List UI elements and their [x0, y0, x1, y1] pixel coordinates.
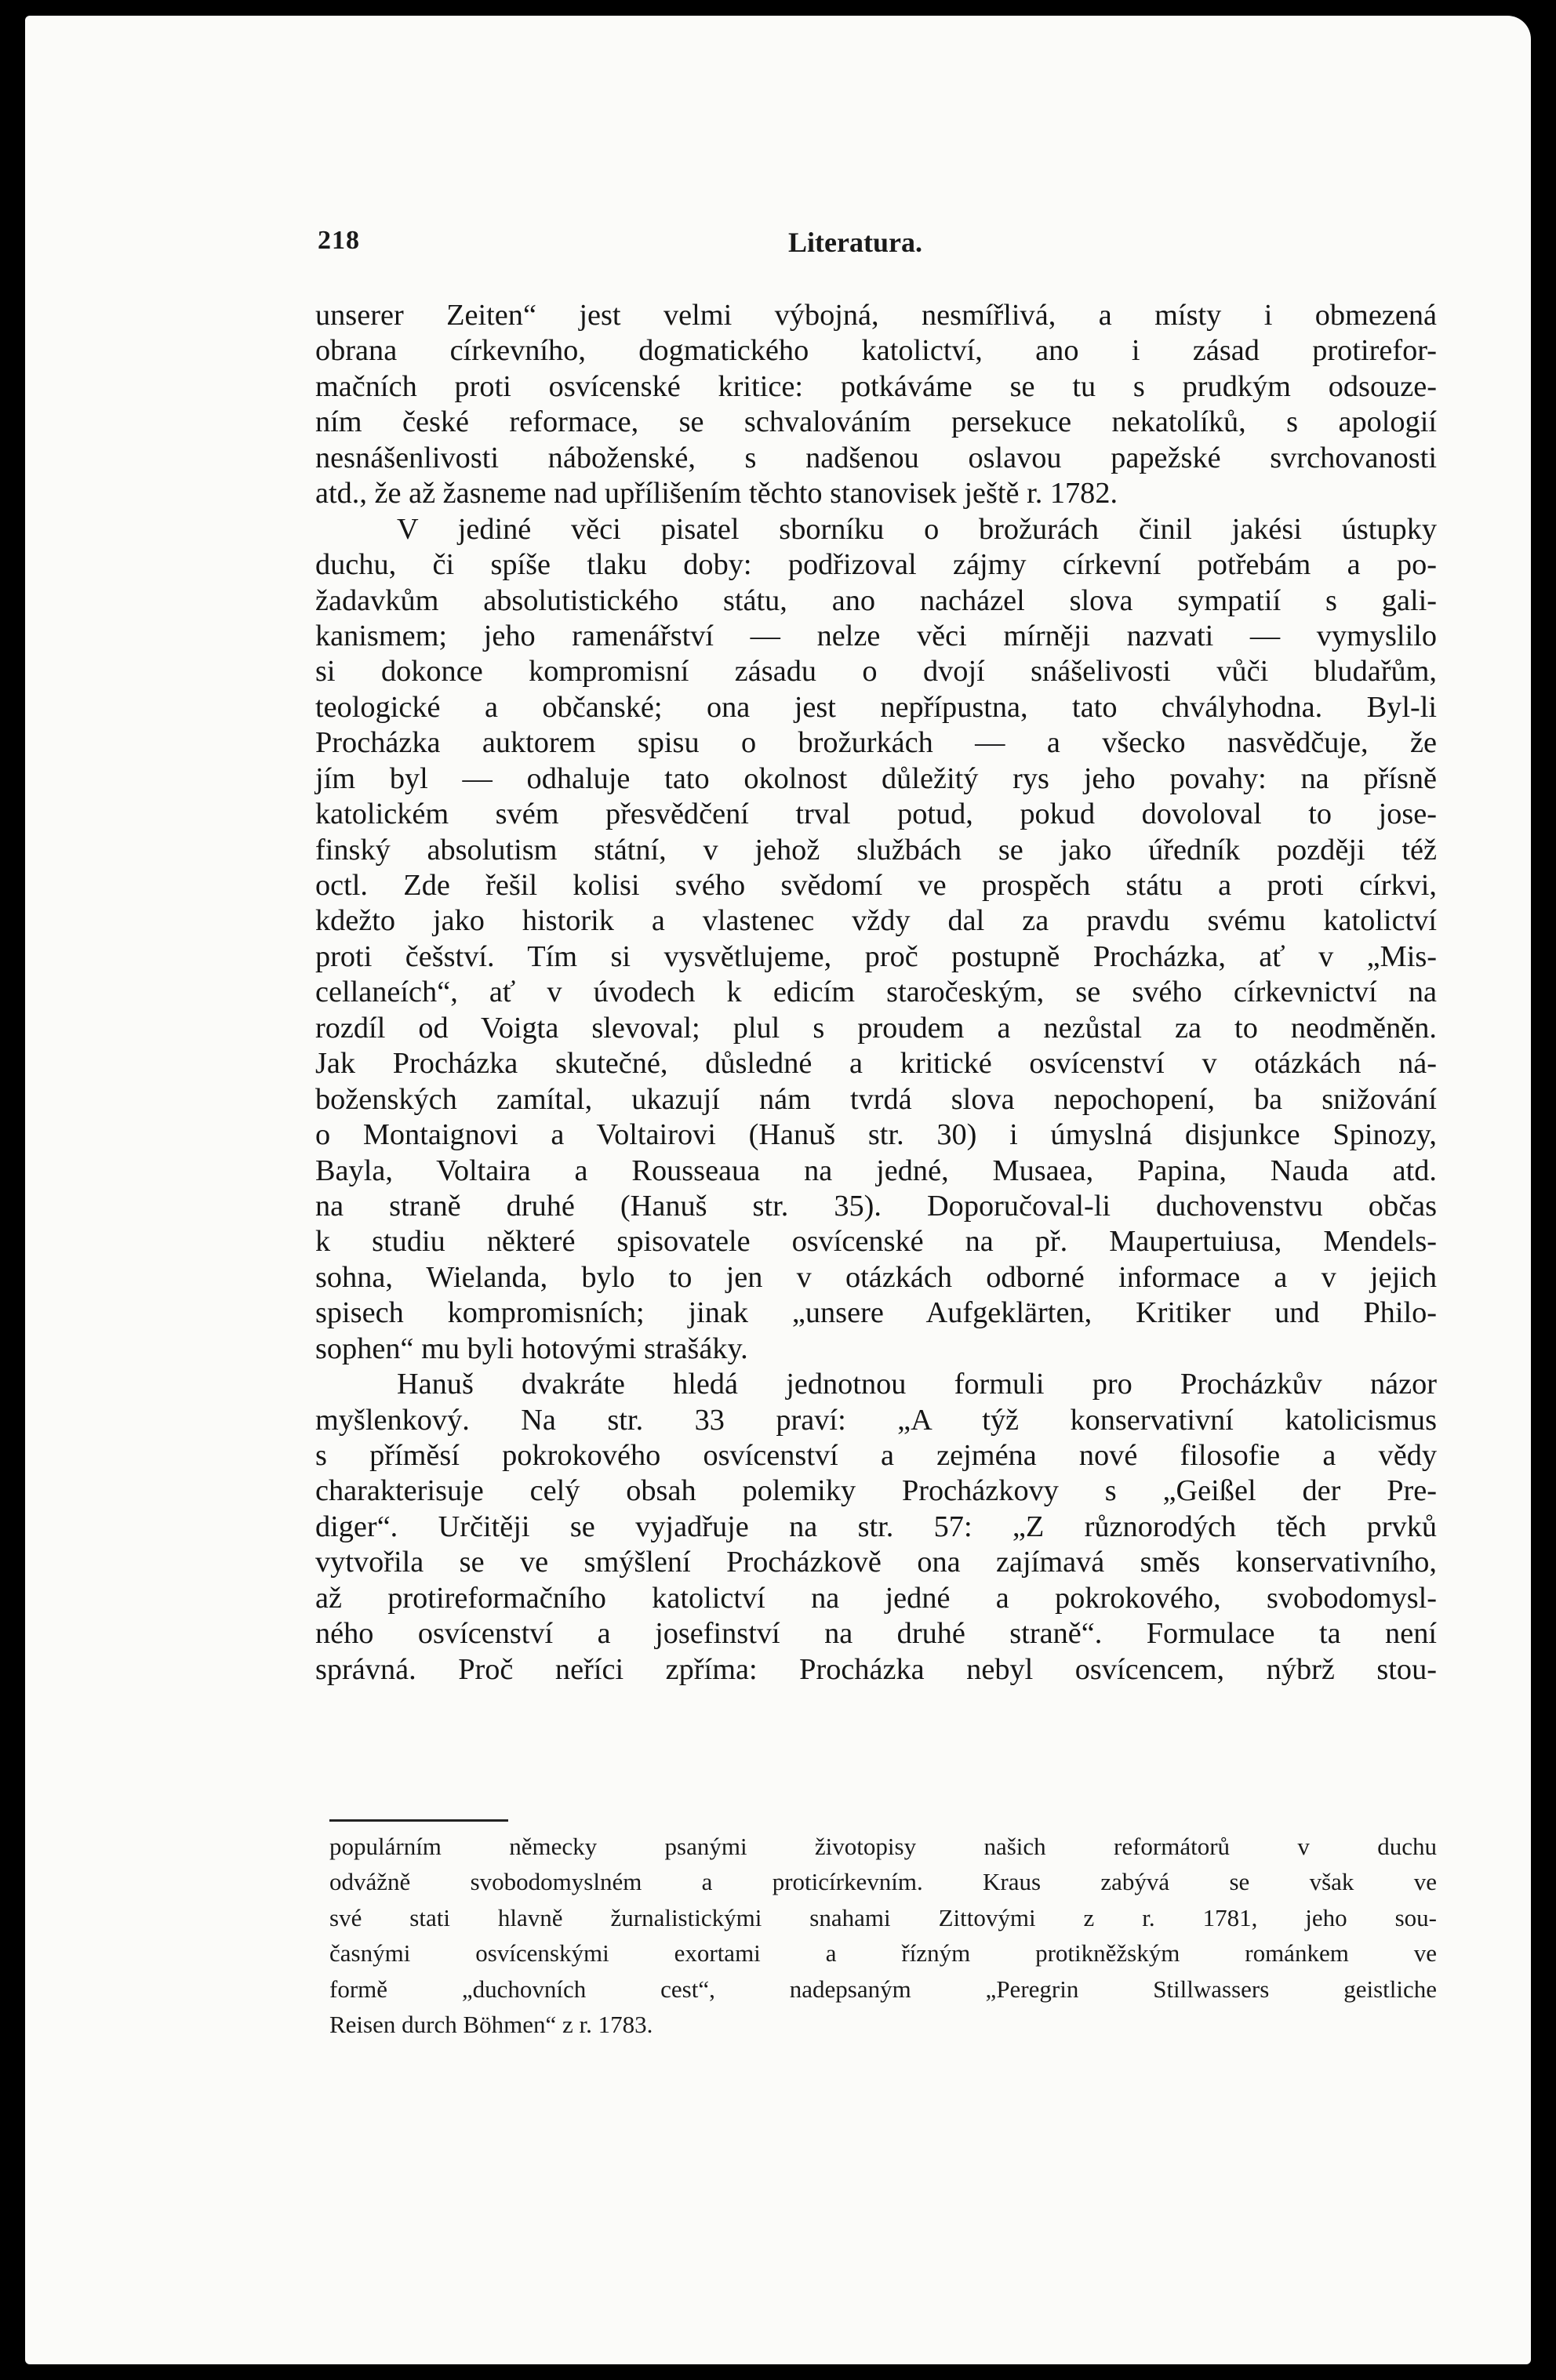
text-line: cellaneích“, ať v úvodech k edicím staročeským, se svého církevnictví na: [315, 976, 1437, 1009]
text-line: ním české reformace, se schvalováním persekuce nekatolíků, s apologií: [315, 405, 1437, 439]
text-line: proti češství. Tím si vysvětlujeme, proč postupně Procházka, ať v „Mis-: [315, 939, 1437, 973]
footnote-line: Reisen durch Böhmen“ z r. 1783.: [329, 2011, 653, 2039]
text-line: kanismem; jeho ramenářství — nelze věci mírněji nazvati — vymyslilo: [315, 619, 1437, 652]
footnote-line: odvážně svobodomyslném a proticírkevním. Kraus zabývá se však ve: [329, 1868, 1437, 1896]
running-title: Literatura.: [788, 227, 922, 258]
text-line: V jediné věci pisatel sborníku o brožurách činil jakési ústupky: [397, 512, 1437, 546]
text-line: katolickém svém přesvědčení trval potud, pokud dovoloval to jose-: [315, 798, 1437, 831]
main-text: [315, 298, 1437, 1688]
text-line: si dokonce kompromisní zásadu o dvojí snášelivosti vůči bludařům,: [315, 655, 1437, 689]
text-line: žadavkům absolutistického státu, ano nacházel slova sympatií s gali-: [315, 583, 1437, 617]
text-line: sophen“ mu byli hotovými strašáky.: [315, 1332, 748, 1365]
footnote: [329, 1832, 1437, 2046]
text-line: rozdíl od Voigta slevoval; plul s proudem a nezůstal za to neodměněn.: [315, 1011, 1437, 1045]
text-line: atd., že až žasneme nad upřílišením těchto stanovisek ještě r. 1782.: [315, 477, 1118, 511]
text-line: s příměsí pokrokového osvícenství a zejména nové filosofie a vědy: [315, 1439, 1437, 1472]
footnote-line: formě „duchovních cest“, nadepsaným „Peregrin Stillwassers geistliche: [329, 1975, 1437, 2003]
text-line: kdežto jako historik a vlastenec vždy dal za pravdu svému katolictví: [315, 904, 1437, 938]
text-line: mačních proti osvícenské kritice: potkáváme se tu s prudkým odsouze-: [315, 369, 1437, 403]
text-line: myšlenkový. Na str. 33 praví: „A týž konservativní katolicismus: [315, 1403, 1437, 1437]
text-line: Bayla, Voltaira a Rousseaua na jedné, Musaea, Papina, Nauda atd.: [315, 1154, 1437, 1187]
text-line: na straně druhé (Hanuš str. 35). Doporučoval-li duchovenstvu občas: [315, 1189, 1437, 1223]
text-line: až protireformačního katolictví na jedné a pokrokového, svobodomysl-: [315, 1581, 1437, 1615]
text-line: obrana církevního, dogmatického katolictví, ano i zásad protirefor-: [315, 334, 1437, 368]
text-line: boženských zamítal, ukazují nám tvrdá slova nepochopení, ba snižování: [315, 1082, 1437, 1116]
text-line: diger“. Určitěji se vyjadřuje na str. 57: „Z různorodých těch prvků: [315, 1510, 1437, 1543]
footnote-line: své stati hlavně žurnalistickými snahami Zittovými z r. 1781, jeho sou-: [329, 1903, 1437, 1931]
text-line: octl. Zde řešil kolisi svého svědomí ve prospěch státu a proti církvi,: [315, 869, 1437, 902]
running-header: [318, 226, 1439, 265]
footnote-line: časnými osvícenskými exortami a řízným protikněžským románkem ve: [329, 1939, 1437, 1968]
text-line: jím byl — odhaluje tato okolnost důležitý rys jeho povahy: na přísně: [315, 761, 1437, 795]
text-line: Hanuš dvakráte hledá jednotnou formuli pro Procházkův názor: [397, 1368, 1437, 1401]
text-line: duchu, či spíše tlaku doby: podřizoval zájmy církevní potřebám a po-: [315, 548, 1437, 582]
text-line: sohna, Wielanda, bylo to jen v otázkách odborné informace a v jejich: [315, 1260, 1437, 1294]
text-line: správná. Proč neříci zpříma: Procházka nebyl osvícencem, nýbrž stou-: [315, 1652, 1437, 1686]
footnote-line: populárním německy psanými životopisy našich reformátorů v duchu: [329, 1833, 1437, 1860]
text-line: Procházka auktorem spisu o brožurkách — a všecko nasvědčuje, že: [315, 726, 1437, 760]
footnote-divider: [329, 1819, 508, 1822]
text-line: unserer Zeiten“ jest velmi výbojná, nesmířlivá, a místy i obmezená: [315, 299, 1437, 332]
text-line: spisech kompromisních; jinak „unsere Aufgeklärten, Kritiker und Philo-: [315, 1296, 1437, 1330]
text-line: nesnášenlivosti náboženské, s nadšenou oslavou papežské svrchovanosti: [315, 441, 1437, 474]
text-line: vytvořila se ve smýšlení Procházkově ona zajímavá směs konservativního,: [315, 1546, 1437, 1579]
text-line: k studiu některé spisovatele osvícenské na př. Maupertuiusa, Mendels-: [315, 1225, 1437, 1259]
text-line: finský absolutism státní, v jehož službách se jako úředník později též: [315, 833, 1437, 867]
text-line: teologické a občanské; ona jest nepřípustna, tato chvályhodna. Byl-li: [315, 690, 1437, 724]
page-number: 218: [318, 226, 360, 255]
text-line: ného osvícenství a josefinství na druhé straně“. Formulace ta není: [315, 1617, 1437, 1651]
text-line: charakterisuje celý obsah polemiky Procházkovy s „Geißel der Pre-: [315, 1474, 1437, 1508]
text-line: o Montaignovi a Voltairovi (Hanuš str. 30) i úmyslná disjunkce Spinozy,: [315, 1118, 1437, 1152]
text-line: Jak Procházka skutečné, důsledné a kritické osvícenství v otázkách ná-: [315, 1047, 1437, 1081]
